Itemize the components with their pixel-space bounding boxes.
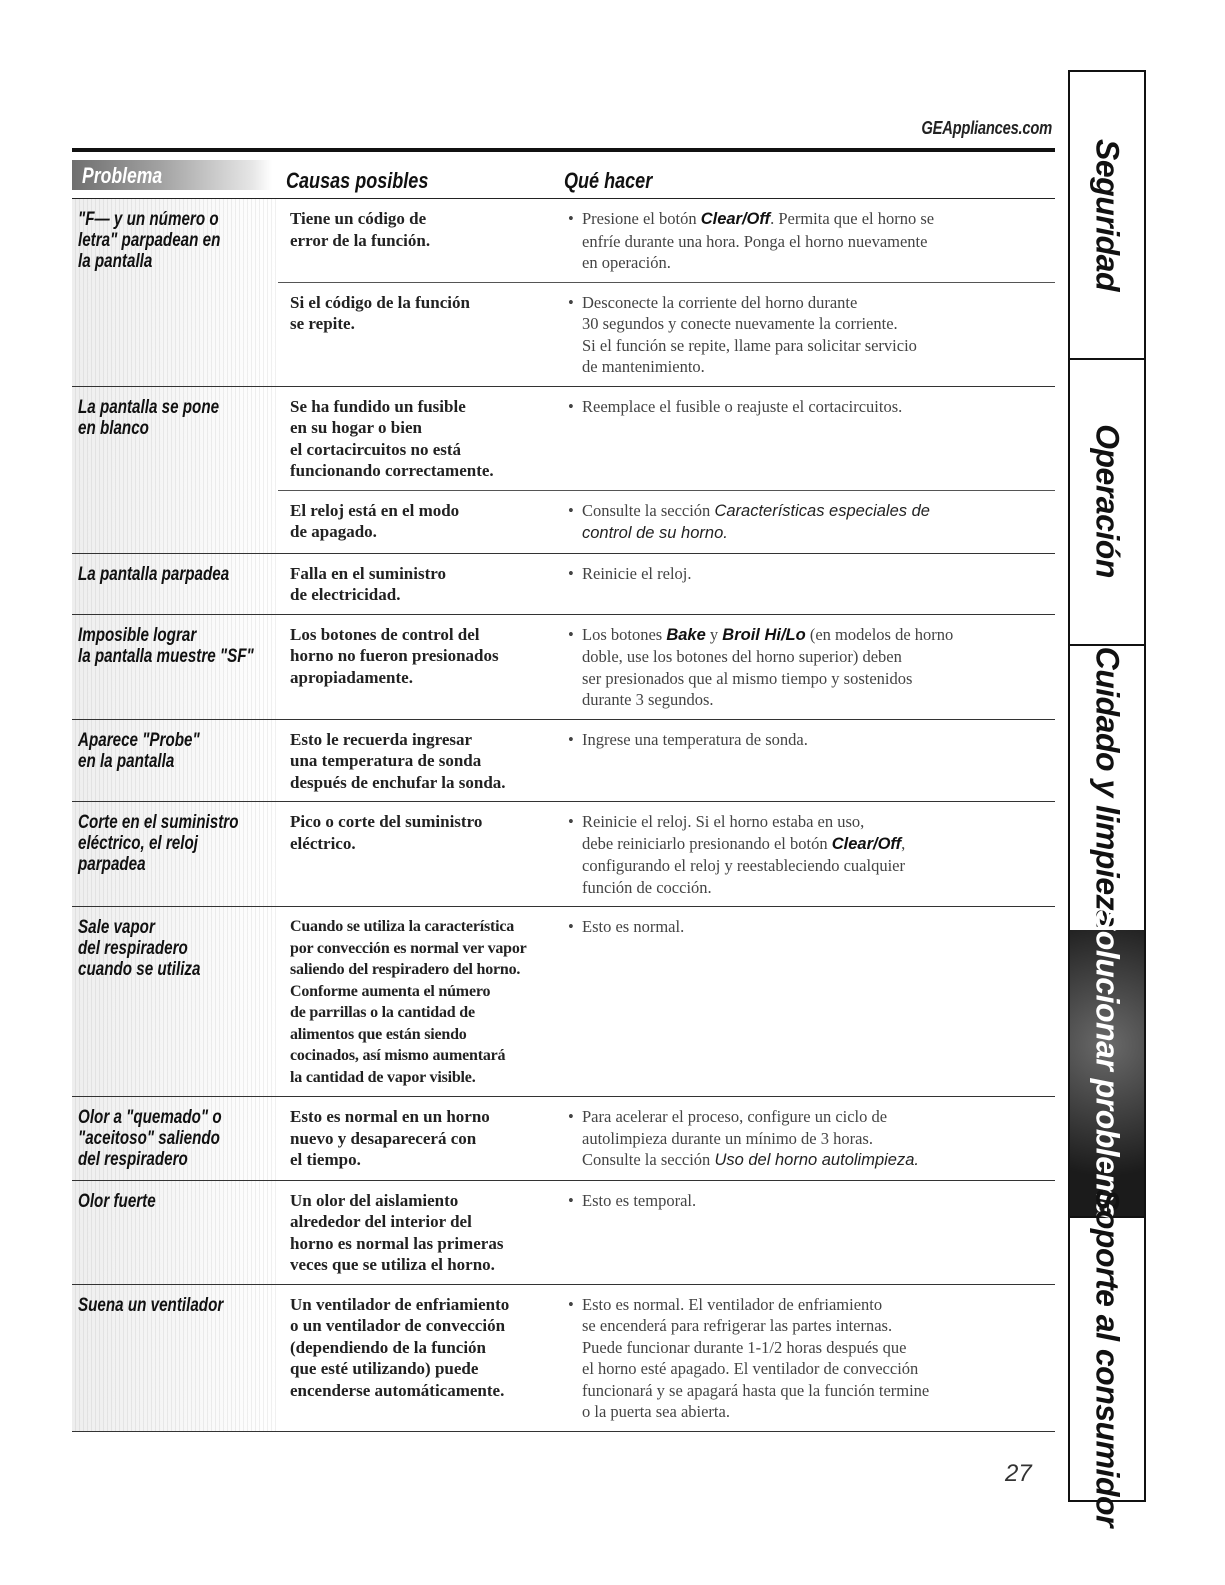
cause-list bbox=[278, 615, 1055, 719]
cause-text bbox=[278, 396, 568, 482]
solution-line bbox=[582, 689, 953, 711]
solution-line bbox=[582, 729, 808, 751]
solution-line bbox=[582, 252, 934, 274]
solution-text bbox=[568, 916, 1055, 1088]
solution-line bbox=[582, 1294, 929, 1316]
tab-label: Operación bbox=[1089, 424, 1126, 578]
cause-line: Esto le recuerda ingresar bbox=[290, 729, 473, 749]
solution-line bbox=[582, 1358, 929, 1380]
solution-body bbox=[582, 1106, 919, 1172]
cause-text bbox=[278, 500, 568, 545]
solution-segment: Consulte la sección bbox=[582, 500, 715, 520]
solution-line bbox=[582, 1401, 929, 1423]
solution-item bbox=[568, 916, 1045, 938]
cause-line: error de la función. bbox=[290, 230, 431, 250]
cause-line: después de enchufar la sonda. bbox=[290, 772, 506, 792]
problem-cell bbox=[72, 1285, 278, 1431]
cause-text bbox=[278, 292, 568, 378]
solution-line bbox=[582, 1190, 696, 1212]
problem-text: la pantalla muestre "SF" bbox=[78, 645, 254, 667]
solution-segment: Reemplace el fusible o reajuste el cortacircuitos. bbox=[582, 396, 903, 416]
cause-row bbox=[278, 554, 1055, 614]
problem-text: letra" parpadean en bbox=[78, 230, 221, 251]
solution-item bbox=[568, 1294, 1045, 1423]
problem-text: Sale vapor bbox=[78, 917, 155, 938]
solution-line bbox=[582, 313, 917, 335]
solution-segment: en operación. bbox=[582, 253, 671, 272]
solution-text bbox=[568, 563, 1055, 606]
section-sidebar bbox=[1068, 70, 1146, 1527]
solution-body bbox=[582, 208, 934, 274]
cause-text bbox=[278, 811, 568, 898]
solution-segment: funcionará y se apagará hasta que la función termine bbox=[582, 1380, 930, 1400]
problem-text: la pantalla bbox=[78, 251, 153, 272]
cause-line: Un olor del aislamiento bbox=[290, 1190, 459, 1210]
cause-text bbox=[278, 208, 568, 274]
cause-list bbox=[278, 1285, 1055, 1431]
solution-line bbox=[582, 522, 930, 545]
problem-text: en blanco bbox=[78, 417, 149, 439]
cause-row bbox=[278, 491, 1055, 553]
problem-cell bbox=[72, 907, 278, 1096]
cause-line: una temperatura de sonda bbox=[290, 751, 482, 770]
tab-soporte-al-consumidor[interactable] bbox=[1070, 1189, 1144, 1527]
cause-line: que esté utilizando) puede bbox=[290, 1359, 479, 1378]
solution-body bbox=[582, 396, 902, 418]
cause-line: Tiene un código de bbox=[290, 209, 427, 228]
cause-list bbox=[278, 720, 1055, 802]
tab-solucionar-problemas[interactable] bbox=[1070, 909, 1144, 1237]
problem-text: Olor fuerte bbox=[78, 1190, 156, 1212]
solution-segment: 30 segundos y conecte nuevamente la corriente. bbox=[582, 314, 898, 333]
solution-segment: . Permita que el horno se bbox=[770, 209, 935, 228]
solution-segment: Clear/Off bbox=[831, 834, 902, 853]
tab-cuidado-y-limpieza[interactable] bbox=[1070, 644, 1144, 932]
solution-segment: control de su horno. bbox=[582, 524, 728, 542]
cause-list bbox=[278, 1181, 1055, 1284]
solution-segment: Puede funcionar durante 1-1/2 horas después que bbox=[582, 1337, 907, 1357]
solution-segment: Presione el botón bbox=[582, 209, 701, 228]
solution-line bbox=[582, 563, 692, 585]
problem-text: parpadea bbox=[78, 854, 146, 875]
bullet-icon: • bbox=[568, 729, 574, 749]
solution-text bbox=[568, 811, 1055, 898]
solution-segment: o la puerta sea abierta. bbox=[582, 1402, 730, 1421]
problem-cell bbox=[72, 554, 278, 614]
cause-list bbox=[278, 1097, 1055, 1180]
solution-segment: debe reiniciarlo presionando el botón bbox=[582, 833, 832, 853]
solution-line bbox=[582, 231, 934, 253]
cause-line: Se ha fundido un fusible bbox=[290, 396, 466, 416]
table-row bbox=[72, 720, 1055, 803]
solution-body bbox=[582, 729, 808, 751]
cause-text bbox=[278, 1106, 568, 1172]
tab-operacion[interactable] bbox=[1070, 358, 1144, 646]
cause-text bbox=[278, 916, 568, 1088]
problem-cell bbox=[72, 802, 278, 906]
solution-segment: de mantenimiento. bbox=[582, 357, 705, 376]
solution-segment: configurando el reloj y reestableciendo cualquier bbox=[582, 856, 905, 875]
cause-line: Esto es normal en un horno bbox=[290, 1107, 490, 1126]
cause-line: el cortacircuitos no está bbox=[290, 439, 462, 459]
cause-line: (dependiendo de la función bbox=[290, 1337, 487, 1357]
solution-segment: autolimpieza durante un mínimo de 3 horas. bbox=[582, 1128, 873, 1148]
problem-text: Aparece "Probe" bbox=[78, 729, 200, 751]
problem-text: "F— y un número o bbox=[78, 209, 219, 230]
solution-segment: Características especiales de bbox=[714, 501, 930, 520]
solution-segment: Consulte la sección bbox=[582, 1150, 715, 1169]
cause-line: El reloj está en el modo bbox=[290, 500, 460, 520]
problem-header bbox=[72, 160, 272, 190]
cause-line: por convección es normal ver vapor bbox=[290, 939, 527, 957]
solution-segment: Esto es normal. bbox=[582, 917, 685, 936]
cause-text bbox=[278, 1190, 568, 1276]
solution-line bbox=[582, 356, 917, 378]
cause-line: o un ventilador de convección bbox=[290, 1316, 506, 1335]
cause-row bbox=[278, 1097, 1055, 1180]
cause-row bbox=[278, 1285, 1055, 1431]
solution-line bbox=[582, 208, 934, 231]
problem-text: Olor a "quemado" o bbox=[78, 1107, 222, 1128]
problem-cell bbox=[72, 387, 278, 553]
solution-line bbox=[582, 1337, 929, 1359]
solution-item bbox=[568, 396, 1045, 418]
problem-text: del respiradero bbox=[78, 938, 188, 959]
solution-item bbox=[568, 811, 1045, 898]
cause-line: veces que se utiliza el horno. bbox=[290, 1255, 495, 1274]
solution-line bbox=[582, 811, 905, 833]
solution-item bbox=[568, 500, 1045, 545]
problem-header-label: Problema bbox=[82, 163, 163, 188]
cause-row bbox=[278, 615, 1055, 719]
cause-line: el tiempo. bbox=[290, 1150, 361, 1169]
cause-line: se repite. bbox=[290, 314, 355, 333]
bullet-icon: • bbox=[568, 396, 574, 416]
cause-line: eléctrico. bbox=[290, 833, 356, 853]
page-number: 27 bbox=[1005, 1460, 1032, 1487]
solution-text bbox=[568, 729, 1055, 794]
solution-line bbox=[582, 335, 917, 357]
solution-body bbox=[582, 811, 905, 898]
solution-line bbox=[582, 668, 953, 690]
problem-text: Suena un ventilador bbox=[78, 1294, 224, 1316]
solution-line bbox=[582, 624, 953, 647]
table-row bbox=[72, 1097, 1055, 1181]
solution-line bbox=[582, 500, 930, 523]
solution-segment: Desconecte la corriente del horno durante bbox=[582, 292, 858, 312]
solution-text bbox=[568, 624, 1055, 711]
bullet-icon: • bbox=[568, 563, 574, 583]
cause-line: cocinados, así mismo aumentará bbox=[290, 1047, 506, 1064]
solution-line bbox=[582, 1128, 919, 1150]
solution-body bbox=[582, 563, 692, 585]
cause-line: encenderse automáticamente. bbox=[290, 1380, 505, 1400]
solution-item bbox=[568, 624, 1045, 711]
solution-text bbox=[568, 500, 1055, 545]
solution-segment: Si el función se repite, llame para solicitar servicio bbox=[582, 335, 917, 355]
solution-line bbox=[582, 1315, 929, 1337]
solution-item bbox=[568, 208, 1045, 274]
problem-text: "aceitoso" saliendo bbox=[78, 1128, 220, 1149]
cause-line: horno es normal las primeras bbox=[290, 1233, 504, 1253]
cause-line: horno no fueron presionados bbox=[290, 646, 499, 665]
cause-list bbox=[278, 554, 1055, 614]
solution-segment: Esto es normal. El ventilador de enfriamiento bbox=[582, 1294, 883, 1314]
solution-text bbox=[568, 1190, 1055, 1276]
tab-label: Cuidado y limpieza bbox=[1089, 646, 1126, 928]
solution-body bbox=[582, 916, 684, 938]
cause-text bbox=[278, 729, 568, 794]
solution-body bbox=[582, 624, 953, 711]
cause-line: saliendo del respiradero del horno. bbox=[290, 961, 521, 978]
solution-segment: el horno esté apagado. El ventilador de convección bbox=[582, 1359, 919, 1378]
what-to-do-header: Qué hacer bbox=[564, 168, 653, 193]
solution-segment: Broil Hi/Lo bbox=[722, 625, 806, 644]
tab-seguridad[interactable] bbox=[1070, 72, 1144, 360]
cause-line: alimentos que están siendo bbox=[290, 1025, 467, 1043]
solution-segment: doble, use los botones del horno superior) deben bbox=[582, 647, 902, 666]
solution-segment: Esto es temporal. bbox=[582, 1190, 697, 1210]
cause-line: Si el código de la función bbox=[290, 292, 470, 312]
problem-text: del respiradero bbox=[78, 1149, 188, 1170]
cause-line: Conforme aumenta el número bbox=[290, 982, 491, 1000]
table-row bbox=[72, 615, 1055, 720]
cause-line: Los botones de control del bbox=[290, 624, 480, 644]
table-row bbox=[72, 907, 1055, 1097]
tab-label: Soporte al consumidor bbox=[1089, 1189, 1126, 1527]
solution-segment: Reinicie el reloj. bbox=[582, 563, 692, 583]
cause-text bbox=[278, 563, 568, 606]
solution-body bbox=[582, 1294, 929, 1423]
cause-line: de electricidad. bbox=[290, 585, 401, 604]
solution-line bbox=[582, 833, 905, 856]
solution-text bbox=[568, 208, 1055, 274]
solution-segment: durante 3 segundos. bbox=[582, 690, 714, 709]
solution-item bbox=[568, 1190, 1045, 1212]
cause-text bbox=[278, 624, 568, 711]
solution-segment: función de cocción. bbox=[582, 877, 712, 897]
solution-text bbox=[568, 1294, 1055, 1423]
troubleshooting-table bbox=[72, 152, 1055, 1432]
solution-segment: y bbox=[705, 624, 723, 644]
table-row bbox=[72, 1285, 1055, 1432]
table-row bbox=[72, 1181, 1055, 1285]
cause-line: Pico o corte del suministro bbox=[290, 812, 483, 831]
cause-row bbox=[278, 1181, 1055, 1284]
bullet-icon: • bbox=[568, 917, 574, 936]
solution-item bbox=[568, 729, 1045, 751]
cause-text bbox=[278, 1294, 568, 1423]
solution-text bbox=[568, 1106, 1055, 1172]
solution-item bbox=[568, 563, 1045, 585]
solution-text bbox=[568, 396, 1055, 482]
cause-list bbox=[278, 907, 1055, 1096]
cause-list bbox=[278, 199, 1055, 386]
bullet-icon: • bbox=[568, 209, 574, 228]
problem-cell bbox=[72, 615, 278, 719]
solution-segment: , bbox=[901, 833, 906, 853]
problem-text: Imposible lograr bbox=[78, 624, 197, 646]
cause-row bbox=[278, 720, 1055, 802]
solution-segment: ser presionados que al mismo tiempo y sostenidos bbox=[582, 668, 913, 688]
solution-line bbox=[582, 396, 902, 418]
table-body bbox=[72, 199, 1055, 1432]
cause-line: apropiadamente. bbox=[290, 667, 413, 687]
problem-cell bbox=[72, 720, 278, 802]
problem-cell bbox=[72, 199, 278, 386]
bullet-icon: • bbox=[568, 1107, 574, 1126]
causes-header: Causas posibles bbox=[286, 168, 429, 193]
bullet-icon: • bbox=[568, 292, 574, 312]
table-row bbox=[72, 802, 1055, 907]
solution-segment: enfríe durante una hora. Ponga el horno nuevamente bbox=[582, 231, 928, 251]
tab-label: Seguridad bbox=[1089, 139, 1126, 291]
cause-line: la cantidad de vapor visible. bbox=[290, 1068, 476, 1086]
problem-text: en la pantalla bbox=[78, 750, 175, 772]
bullet-icon: • bbox=[568, 500, 574, 520]
cause-row bbox=[278, 387, 1055, 491]
problem-cell bbox=[72, 1097, 278, 1180]
solution-segment: Ingrese una temperatura de sonda. bbox=[582, 729, 808, 749]
bullet-icon: • bbox=[568, 624, 574, 644]
cause-line: de parrillas o la cantidad de bbox=[290, 1004, 475, 1021]
problem-text: cuando se utiliza bbox=[78, 959, 201, 980]
solution-body bbox=[582, 292, 917, 378]
table-header bbox=[72, 152, 1055, 199]
solution-segment: Reinicie el reloj. Si el horno estaba en uso, bbox=[582, 812, 865, 831]
solution-line bbox=[582, 916, 684, 938]
problem-text: eléctrico, el reloj bbox=[78, 833, 198, 854]
solution-line bbox=[582, 1149, 919, 1172]
solution-segment: Los botones bbox=[582, 624, 667, 644]
cause-row bbox=[278, 802, 1055, 906]
solution-segment: Bake bbox=[666, 625, 706, 644]
bullet-icon: • bbox=[568, 1190, 574, 1210]
solution-line bbox=[582, 855, 905, 877]
solution-body bbox=[582, 500, 930, 545]
bullet-icon: • bbox=[568, 1294, 574, 1314]
solution-segment: Para acelerar el proceso, configure un ciclo de bbox=[582, 1107, 888, 1126]
solution-segment: Uso del horno autolimpieza. bbox=[714, 1151, 919, 1169]
problem-text: Corte en el suministro bbox=[78, 812, 239, 833]
cause-line: Cuando se utiliza la característica bbox=[290, 918, 515, 935]
solution-item bbox=[568, 1106, 1045, 1172]
cause-line: Un ventilador de enfriamiento bbox=[290, 1294, 510, 1314]
solution-line bbox=[582, 646, 953, 668]
cause-row bbox=[278, 199, 1055, 283]
cause-line: funcionando correctamente. bbox=[290, 461, 494, 480]
problem-text: La pantalla se pone bbox=[78, 396, 220, 418]
solution-segment: se encenderá para refrigerar las partes internas. bbox=[582, 1316, 893, 1335]
table-row bbox=[72, 387, 1055, 554]
cause-line: de apagado. bbox=[290, 522, 377, 541]
table-row bbox=[72, 199, 1055, 387]
cause-line: nuevo y desaparecerá con bbox=[290, 1128, 477, 1148]
solution-text bbox=[568, 292, 1055, 378]
cause-line: en su hogar o bien bbox=[290, 418, 422, 437]
tab-label: Solucionar problemas bbox=[1089, 909, 1126, 1237]
solution-segment: Clear/Off bbox=[700, 210, 771, 228]
problem-cell bbox=[72, 1181, 278, 1284]
solution-item bbox=[568, 292, 1045, 378]
site-url: GEAppliances.com bbox=[921, 118, 1052, 138]
table-row bbox=[72, 554, 1055, 615]
problem-text: La pantalla parpadea bbox=[78, 563, 230, 585]
cause-list bbox=[278, 387, 1055, 553]
solution-line bbox=[582, 1380, 929, 1402]
solution-body bbox=[582, 1190, 696, 1212]
solution-line bbox=[582, 292, 917, 314]
cause-row bbox=[278, 907, 1055, 1096]
cause-line: alrededor del interior del bbox=[290, 1212, 472, 1231]
bullet-icon: • bbox=[568, 812, 574, 831]
solution-line bbox=[582, 1106, 919, 1128]
cause-list bbox=[278, 802, 1055, 906]
solution-segment: (en modelos de horno bbox=[805, 624, 954, 644]
cause-row bbox=[278, 283, 1055, 386]
cause-line: Falla en el suministro bbox=[290, 563, 446, 583]
solution-line bbox=[582, 877, 905, 899]
